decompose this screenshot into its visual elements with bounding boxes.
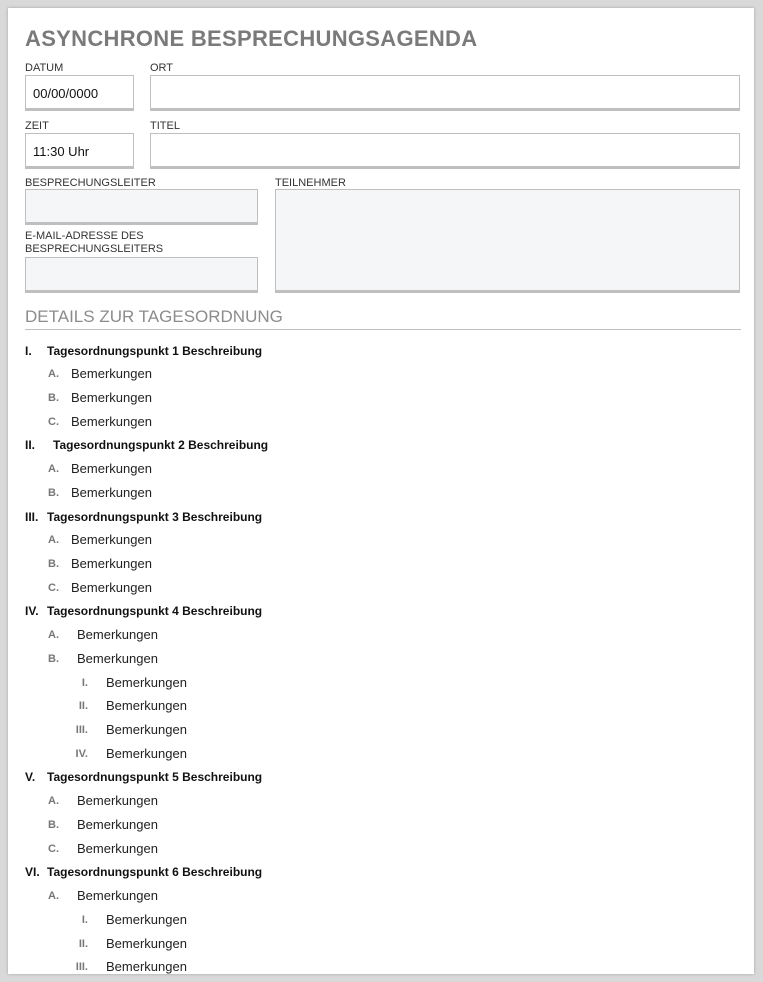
agenda-subitem-letter: A. [48, 795, 59, 807]
datum-label: DATUM [25, 62, 64, 74]
ort-field[interactable] [150, 75, 740, 111]
agenda-subitem-letter: A. [48, 534, 59, 546]
agenda-item-number: V. [25, 770, 36, 784]
agenda-subitem-text: Bemerkungen [77, 651, 158, 666]
zeit-value: 11:30 Uhr [33, 144, 90, 159]
agenda-item-text: Tagesordnungspunkt 6 Beschreibung [47, 865, 263, 879]
agenda-subitem-text: Bemerkungen [71, 366, 152, 381]
agenda-subsubitem-number: III. [75, 961, 88, 973]
besprechungsleiter-label: BESPRECHUNGSLEITER [25, 177, 156, 189]
besprechungsleiter-field[interactable] [25, 189, 258, 225]
agenda-subitem-letter: B. [48, 558, 59, 570]
ort-label: ORT [150, 62, 174, 74]
agenda-subsubitem-text: Bemerkungen [106, 722, 187, 737]
agenda-subsubitem-text: Bemerkungen [106, 746, 187, 761]
teilnehmer-label: TEILNEHMER [275, 177, 346, 189]
agenda-item-number: VI. [25, 865, 40, 879]
agenda-subitem-text: Bemerkungen [77, 793, 158, 808]
document-page [8, 8, 754, 974]
titel-field[interactable] [150, 133, 740, 169]
agenda-subitem-letter: C. [48, 582, 59, 594]
agenda-subitem-text: Bemerkungen [71, 556, 152, 571]
page-title: ASYNCHRONE BESPRECHUNGSAGENDA [25, 26, 478, 51]
agenda-subsubitem-number: IV. [75, 748, 88, 760]
agenda-subitem-text: Bemerkungen [71, 461, 152, 476]
agenda-subitem-letter: A. [48, 890, 59, 902]
email-field[interactable] [25, 257, 258, 293]
agenda-subsubitem-number: I. [81, 914, 88, 926]
agenda-subitem-letter: B. [48, 392, 59, 404]
section-title: DETAILS ZUR TAGESORDNUNG [25, 307, 741, 330]
agenda-subitem-text: Bemerkungen [77, 817, 158, 832]
agenda-subitem-letter: B. [48, 819, 59, 831]
agenda-subitem-text: Bemerkungen [71, 580, 152, 595]
agenda-subitem-text: Bemerkungen [77, 888, 158, 903]
agenda-subitem-letter: A. [48, 463, 59, 475]
agenda-item-number: IV. [25, 604, 39, 618]
zeit-label: ZEIT [25, 120, 49, 132]
agenda-subsubitem-number: III. [75, 724, 88, 736]
datum-value: 00/00/0000 [33, 86, 99, 101]
agenda-subitem-text: Bemerkungen [77, 841, 158, 856]
zeit-field[interactable] [25, 133, 134, 169]
agenda-subsubitem-text: Bemerkungen [106, 698, 187, 713]
agenda-item-text: Tagesordnungspunkt 2 Beschreibung [53, 438, 269, 452]
teilnehmer-field[interactable] [275, 189, 740, 293]
agenda-subsubitem-text: Bemerkungen [106, 675, 187, 690]
agenda-subitem-text: Bemerkungen [71, 414, 152, 429]
agenda-item-number: II. [25, 438, 36, 452]
agenda-subitem-text: Bemerkungen [77, 627, 158, 642]
agenda-subsubitem-text: Bemerkungen [106, 912, 187, 927]
agenda-subsubitem-number: II. [78, 938, 88, 950]
email-label-line-2: BESPRECHUNGSLEITERS [25, 243, 164, 255]
agenda-subitem-letter: C. [48, 416, 59, 428]
agenda-subitem-text: Bemerkungen [71, 390, 152, 405]
agenda-item-text: Tagesordnungspunkt 3 Beschreibung [47, 510, 263, 524]
agenda-item-text: Tagesordnungspunkt 4 Beschreibung [47, 604, 263, 618]
agenda-subitem-letter: C. [48, 843, 59, 855]
agenda-subitem-letter: B. [48, 487, 59, 499]
agenda-subitem-letter: A. [48, 368, 59, 380]
agenda-subitem-text: Bemerkungen [71, 532, 152, 547]
email-label-line-1: E-MAIL-ADRESSE DES [25, 230, 144, 242]
agenda-subsubitem-number: I. [81, 677, 88, 689]
agenda-subitem-letter: A. [48, 629, 59, 641]
email-label [25, 230, 163, 256]
agenda-subitem-text: Bemerkungen [71, 485, 152, 500]
agenda-subitem-letter: B. [48, 653, 59, 665]
agenda-item-text: Tagesordnungspunkt 5 Beschreibung [47, 770, 263, 784]
titel-label: TITEL [150, 120, 180, 132]
agenda-item-number: I. [25, 344, 32, 358]
agenda-item-number: III. [25, 510, 39, 524]
agenda-subsubitem-text: Bemerkungen [106, 959, 187, 974]
agenda-subsubitem-number: II. [78, 700, 88, 712]
datum-field[interactable] [25, 75, 134, 111]
agenda-item-text: Tagesordnungspunkt 1 Beschreibung [47, 344, 263, 358]
agenda-subsubitem-text: Bemerkungen [106, 936, 187, 951]
